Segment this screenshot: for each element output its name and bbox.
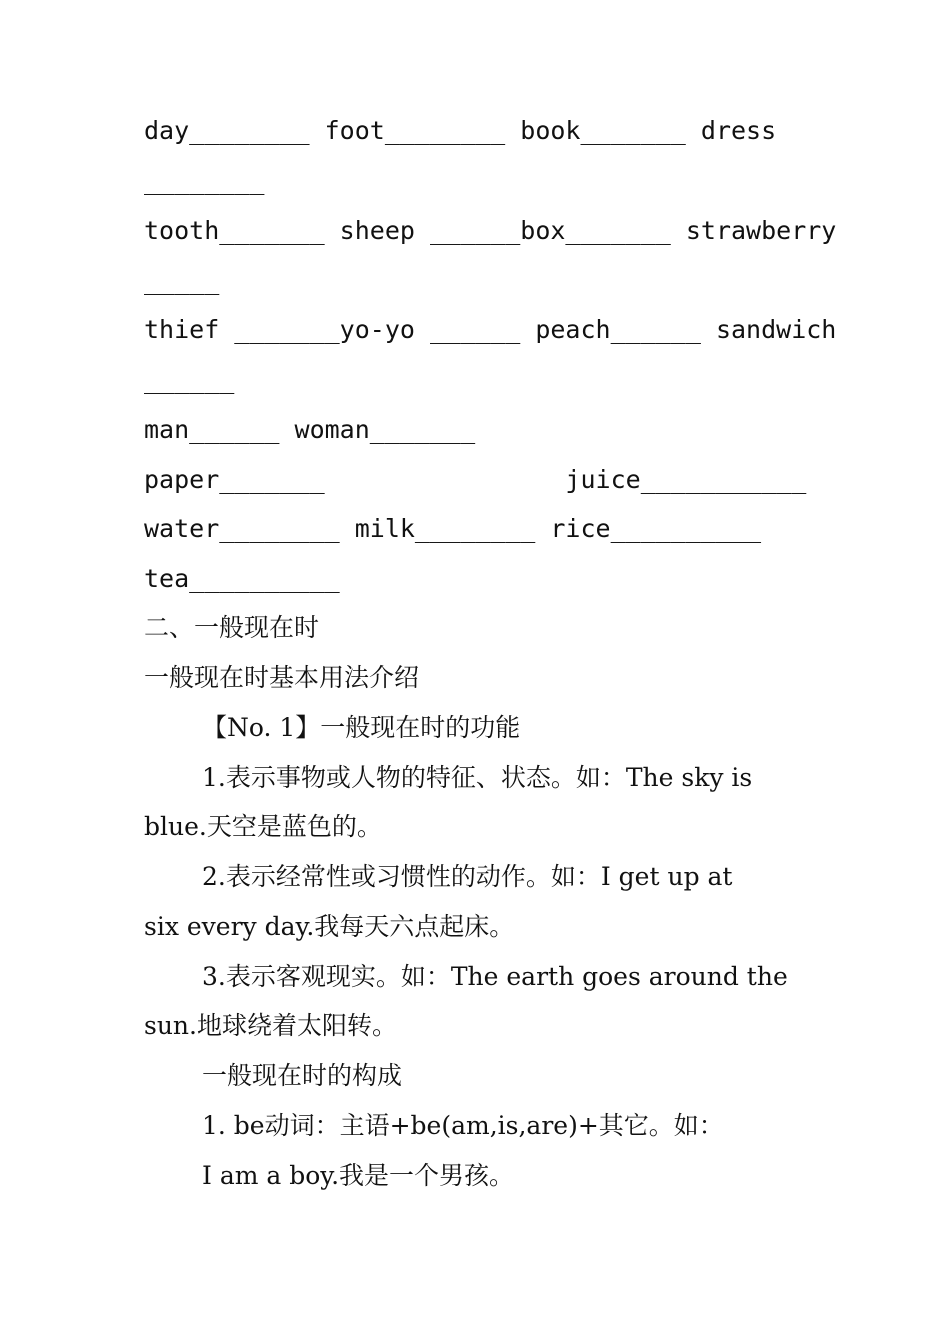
structure-heading: 一般现在时的构成 [202,1061,403,1090]
exercise-line: day________ foot________ book_______ dress [144,116,777,145]
exercise-line: ________ [144,166,265,195]
exercise-line: tea__________ [144,564,340,593]
usage-line: six every day.我每天六点起床。 [144,912,515,941]
no1-heading: 【No. 1】一般现在时的功能 [202,713,521,742]
exercise-line: ______ [144,365,235,394]
section-subtitle: 一般现在时基本用法介绍 [144,663,420,692]
structure-item: 1. be动词：主语+be(am,is,are)+其它。如： [202,1111,724,1140]
usage-line: 2.表示经常性或习惯性的动作。如：I get up at [202,862,733,891]
exercise-line: water________ milk________ rice__________ [144,514,762,543]
section-title: 二、一般现在时 [144,613,320,642]
exercise-line: paper_______ juice___________ [144,465,807,494]
usage-line: sun.地球绕着太阳转。 [144,1011,397,1040]
structure-example: I am a boy.我是一个男孩。 [202,1161,515,1190]
exercise-line: thief _______yo-yo ______ peach______ sandwich [144,315,837,344]
exercise-line: _____ [144,266,220,295]
exercise-line: man______ woman_______ [144,415,476,444]
usage-line: blue.天空是蓝色的。 [144,812,382,841]
usage-line: 3.表示客观现实。如：The earth goes around the [202,962,788,991]
usage-line: 1.表示事物或人物的特征、状态。如：The sky is [202,763,753,792]
exercise-line: tooth_______ sheep ______box_______ strawberry [144,216,837,245]
